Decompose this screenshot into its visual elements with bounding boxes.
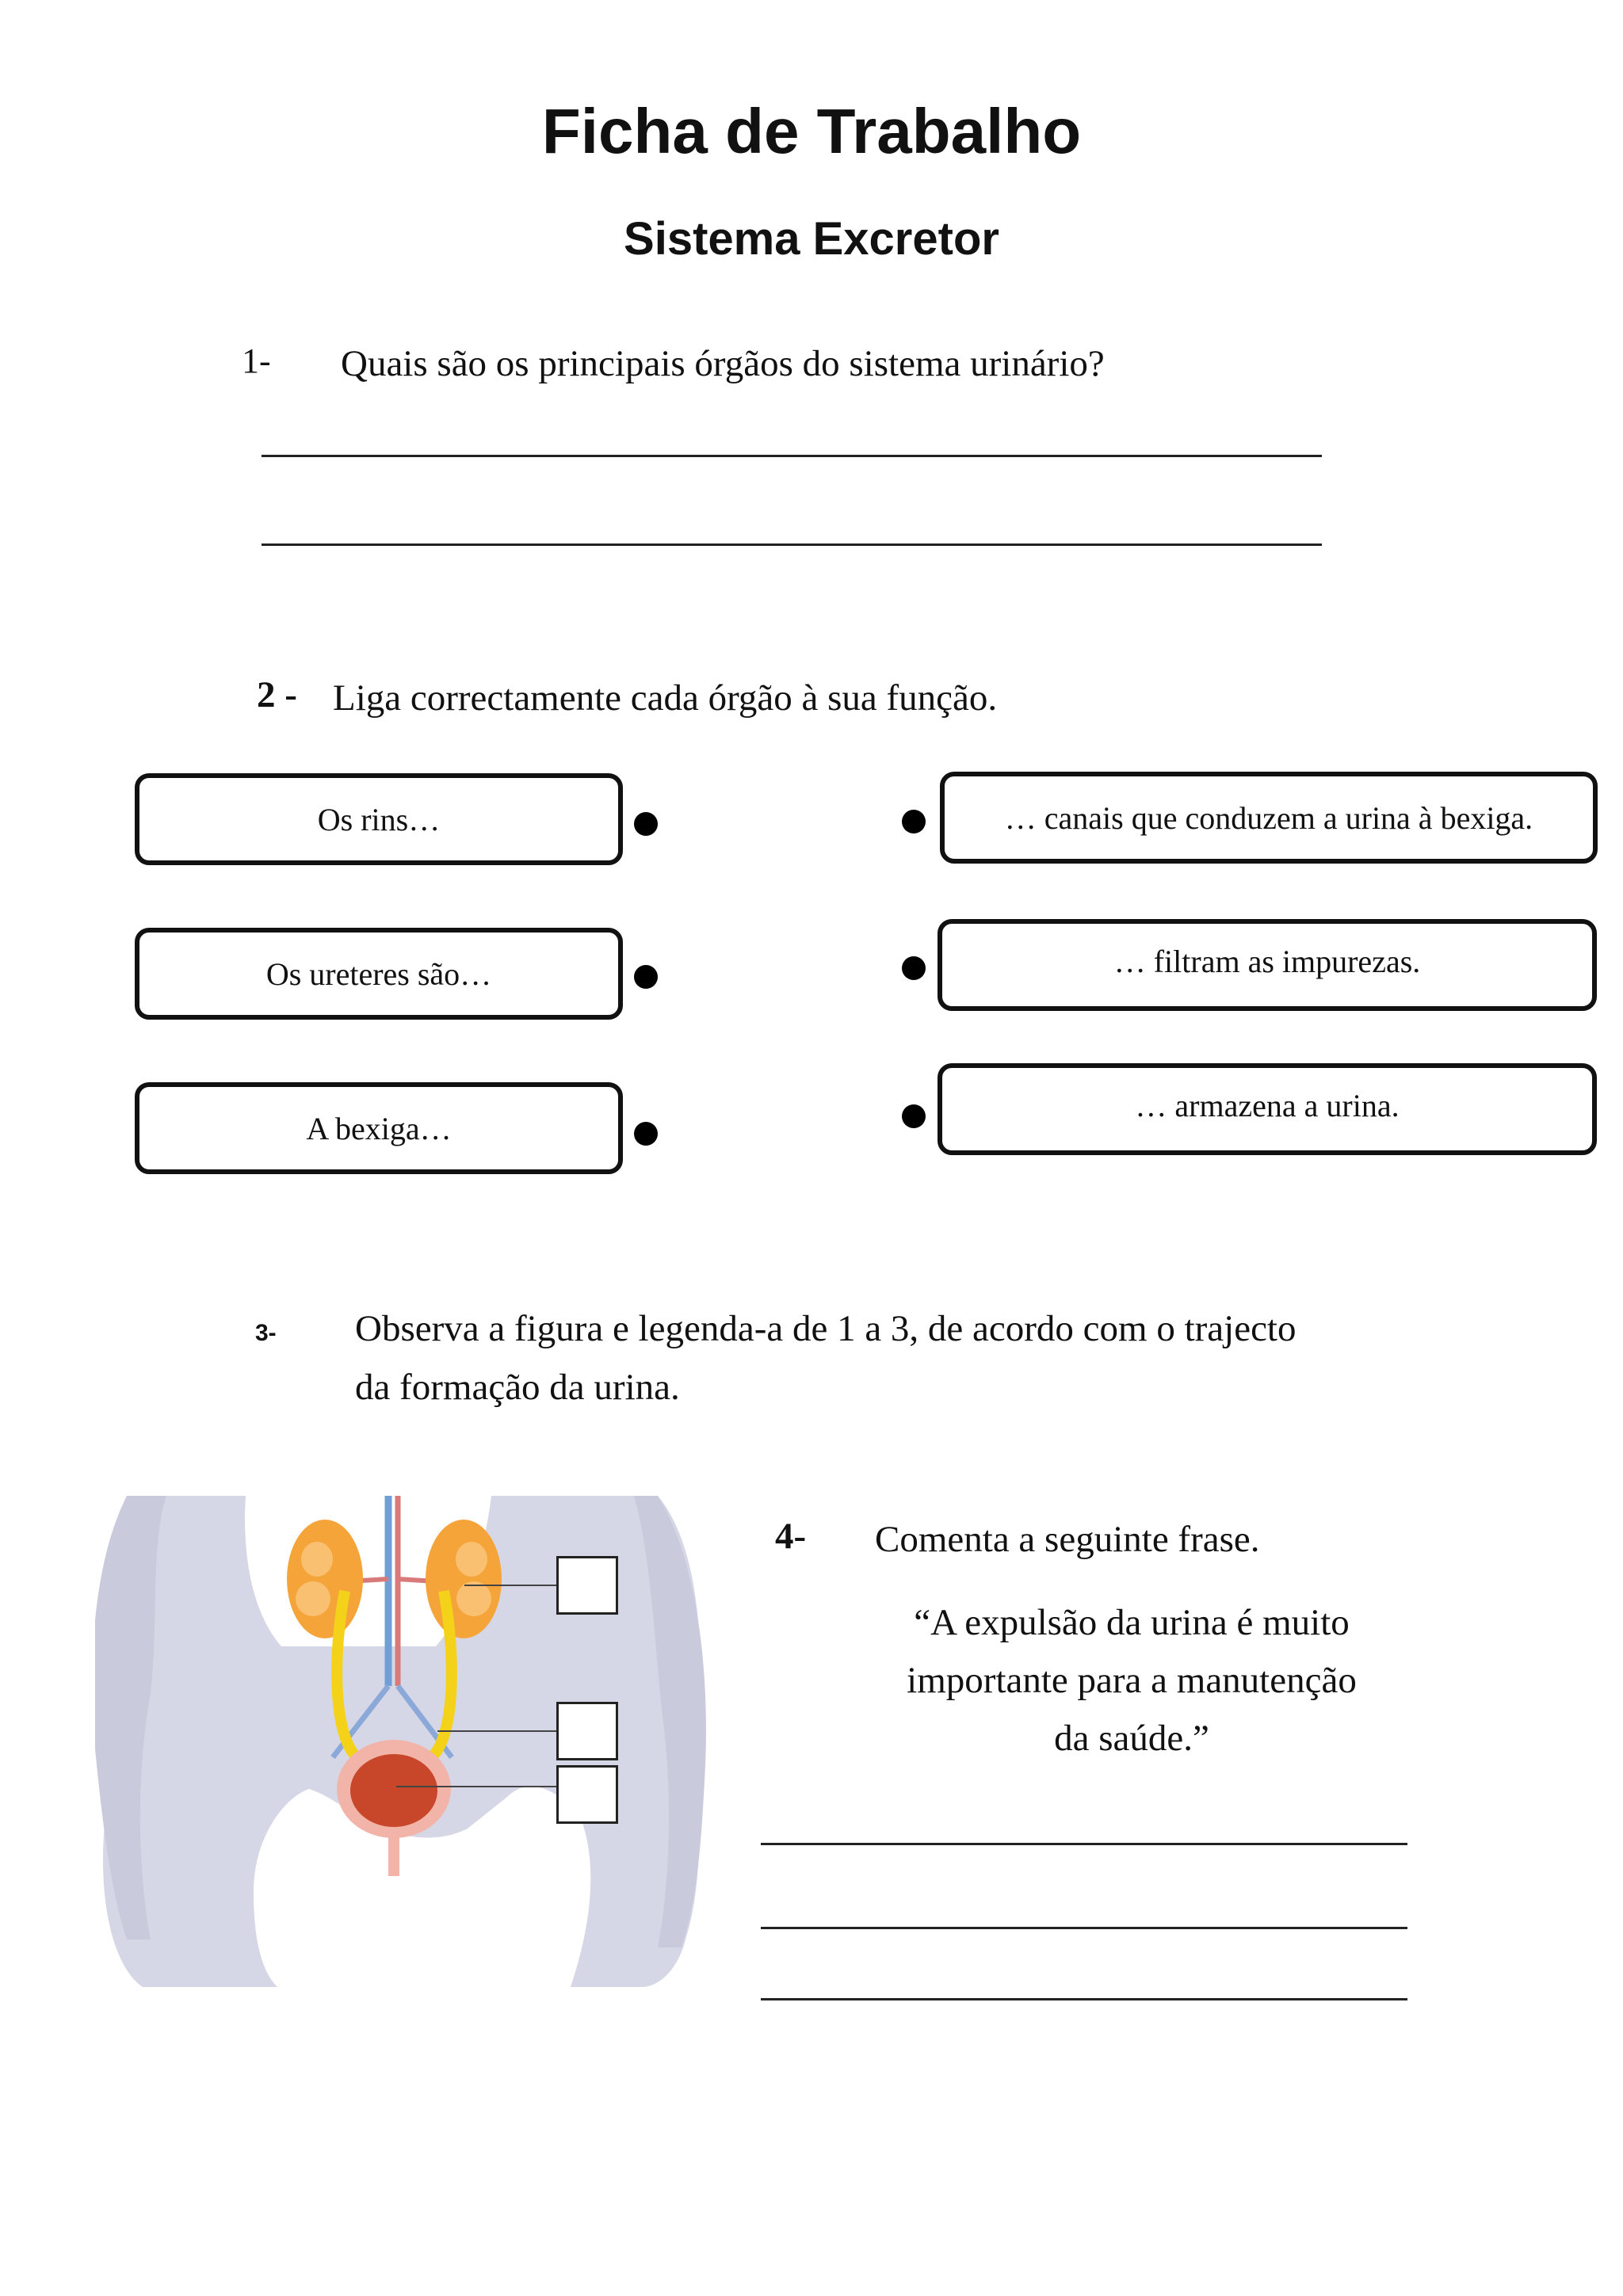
match-left-rins[interactable]: Os rins… (135, 773, 623, 865)
question-4-number: 4- (775, 1516, 807, 1557)
connector-dot-left[interactable] (634, 812, 658, 836)
match-right-armazena[interactable]: … armazena a urina. (938, 1063, 1597, 1155)
urinary-system-illustration (95, 1496, 713, 1987)
question-2-number: 2 - (257, 674, 297, 715)
question-1-number: 1- (242, 341, 271, 380)
urinary-system-figure (95, 1496, 713, 1987)
bladder (350, 1754, 437, 1827)
answer-line[interactable] (761, 1843, 1407, 1845)
kidney-left (287, 1520, 363, 1638)
question-3-line-1: Observa a figura e legenda-a de 1 a 3, de acordo com o trajecto (355, 1308, 1296, 1349)
question-2-text: Liga correctamente cada órgão à sua função. (333, 677, 998, 719)
quote-line-3: da saúde.” (1054, 1718, 1209, 1759)
page-subtitle: Sistema Excretor (624, 213, 999, 265)
label-box-2[interactable] (556, 1702, 618, 1760)
question-3-line-2: da formação da urina. (355, 1367, 680, 1408)
match-right-filtram[interactable]: … filtram as impurezas. (938, 919, 1597, 1011)
label-box-1[interactable] (556, 1556, 618, 1615)
answer-line[interactable] (761, 1998, 1407, 2000)
page-title: Ficha de Trabalho (541, 96, 1082, 166)
connector-dot-left[interactable] (634, 965, 658, 989)
kidney-lobe (296, 1581, 330, 1616)
answer-line[interactable] (761, 1927, 1407, 1929)
label-box-3[interactable] (556, 1765, 618, 1824)
kidney-right (426, 1520, 502, 1638)
answer-line[interactable] (262, 543, 1322, 546)
connector-dot-left[interactable] (634, 1122, 658, 1146)
quote-line-1: “A expulsão da urina é muito (914, 1602, 1350, 1643)
question-4-text: Comenta a seguinte frase. (875, 1519, 1260, 1560)
question-3-number: 3- (255, 1320, 277, 1346)
quote-line-2: importante para a manutenção (907, 1660, 1357, 1701)
kidney-lobe (456, 1542, 487, 1577)
kidney-lobe (301, 1542, 333, 1577)
answer-line[interactable] (262, 455, 1322, 457)
match-right-canais[interactable]: … canais que conduzem a urina à bexiga. (940, 772, 1598, 864)
match-left-bexiga[interactable]: A bexiga… (135, 1082, 623, 1174)
connector-dot-right[interactable] (902, 1104, 926, 1128)
match-left-ureteres[interactable]: Os ureteres são… (135, 928, 623, 1020)
connector-dot-right[interactable] (902, 810, 926, 833)
kidney-lobe (456, 1581, 491, 1616)
connector-dot-right[interactable] (902, 956, 926, 980)
question-1-text: Quais são os principais órgãos do sistema urinário? (341, 343, 1105, 384)
